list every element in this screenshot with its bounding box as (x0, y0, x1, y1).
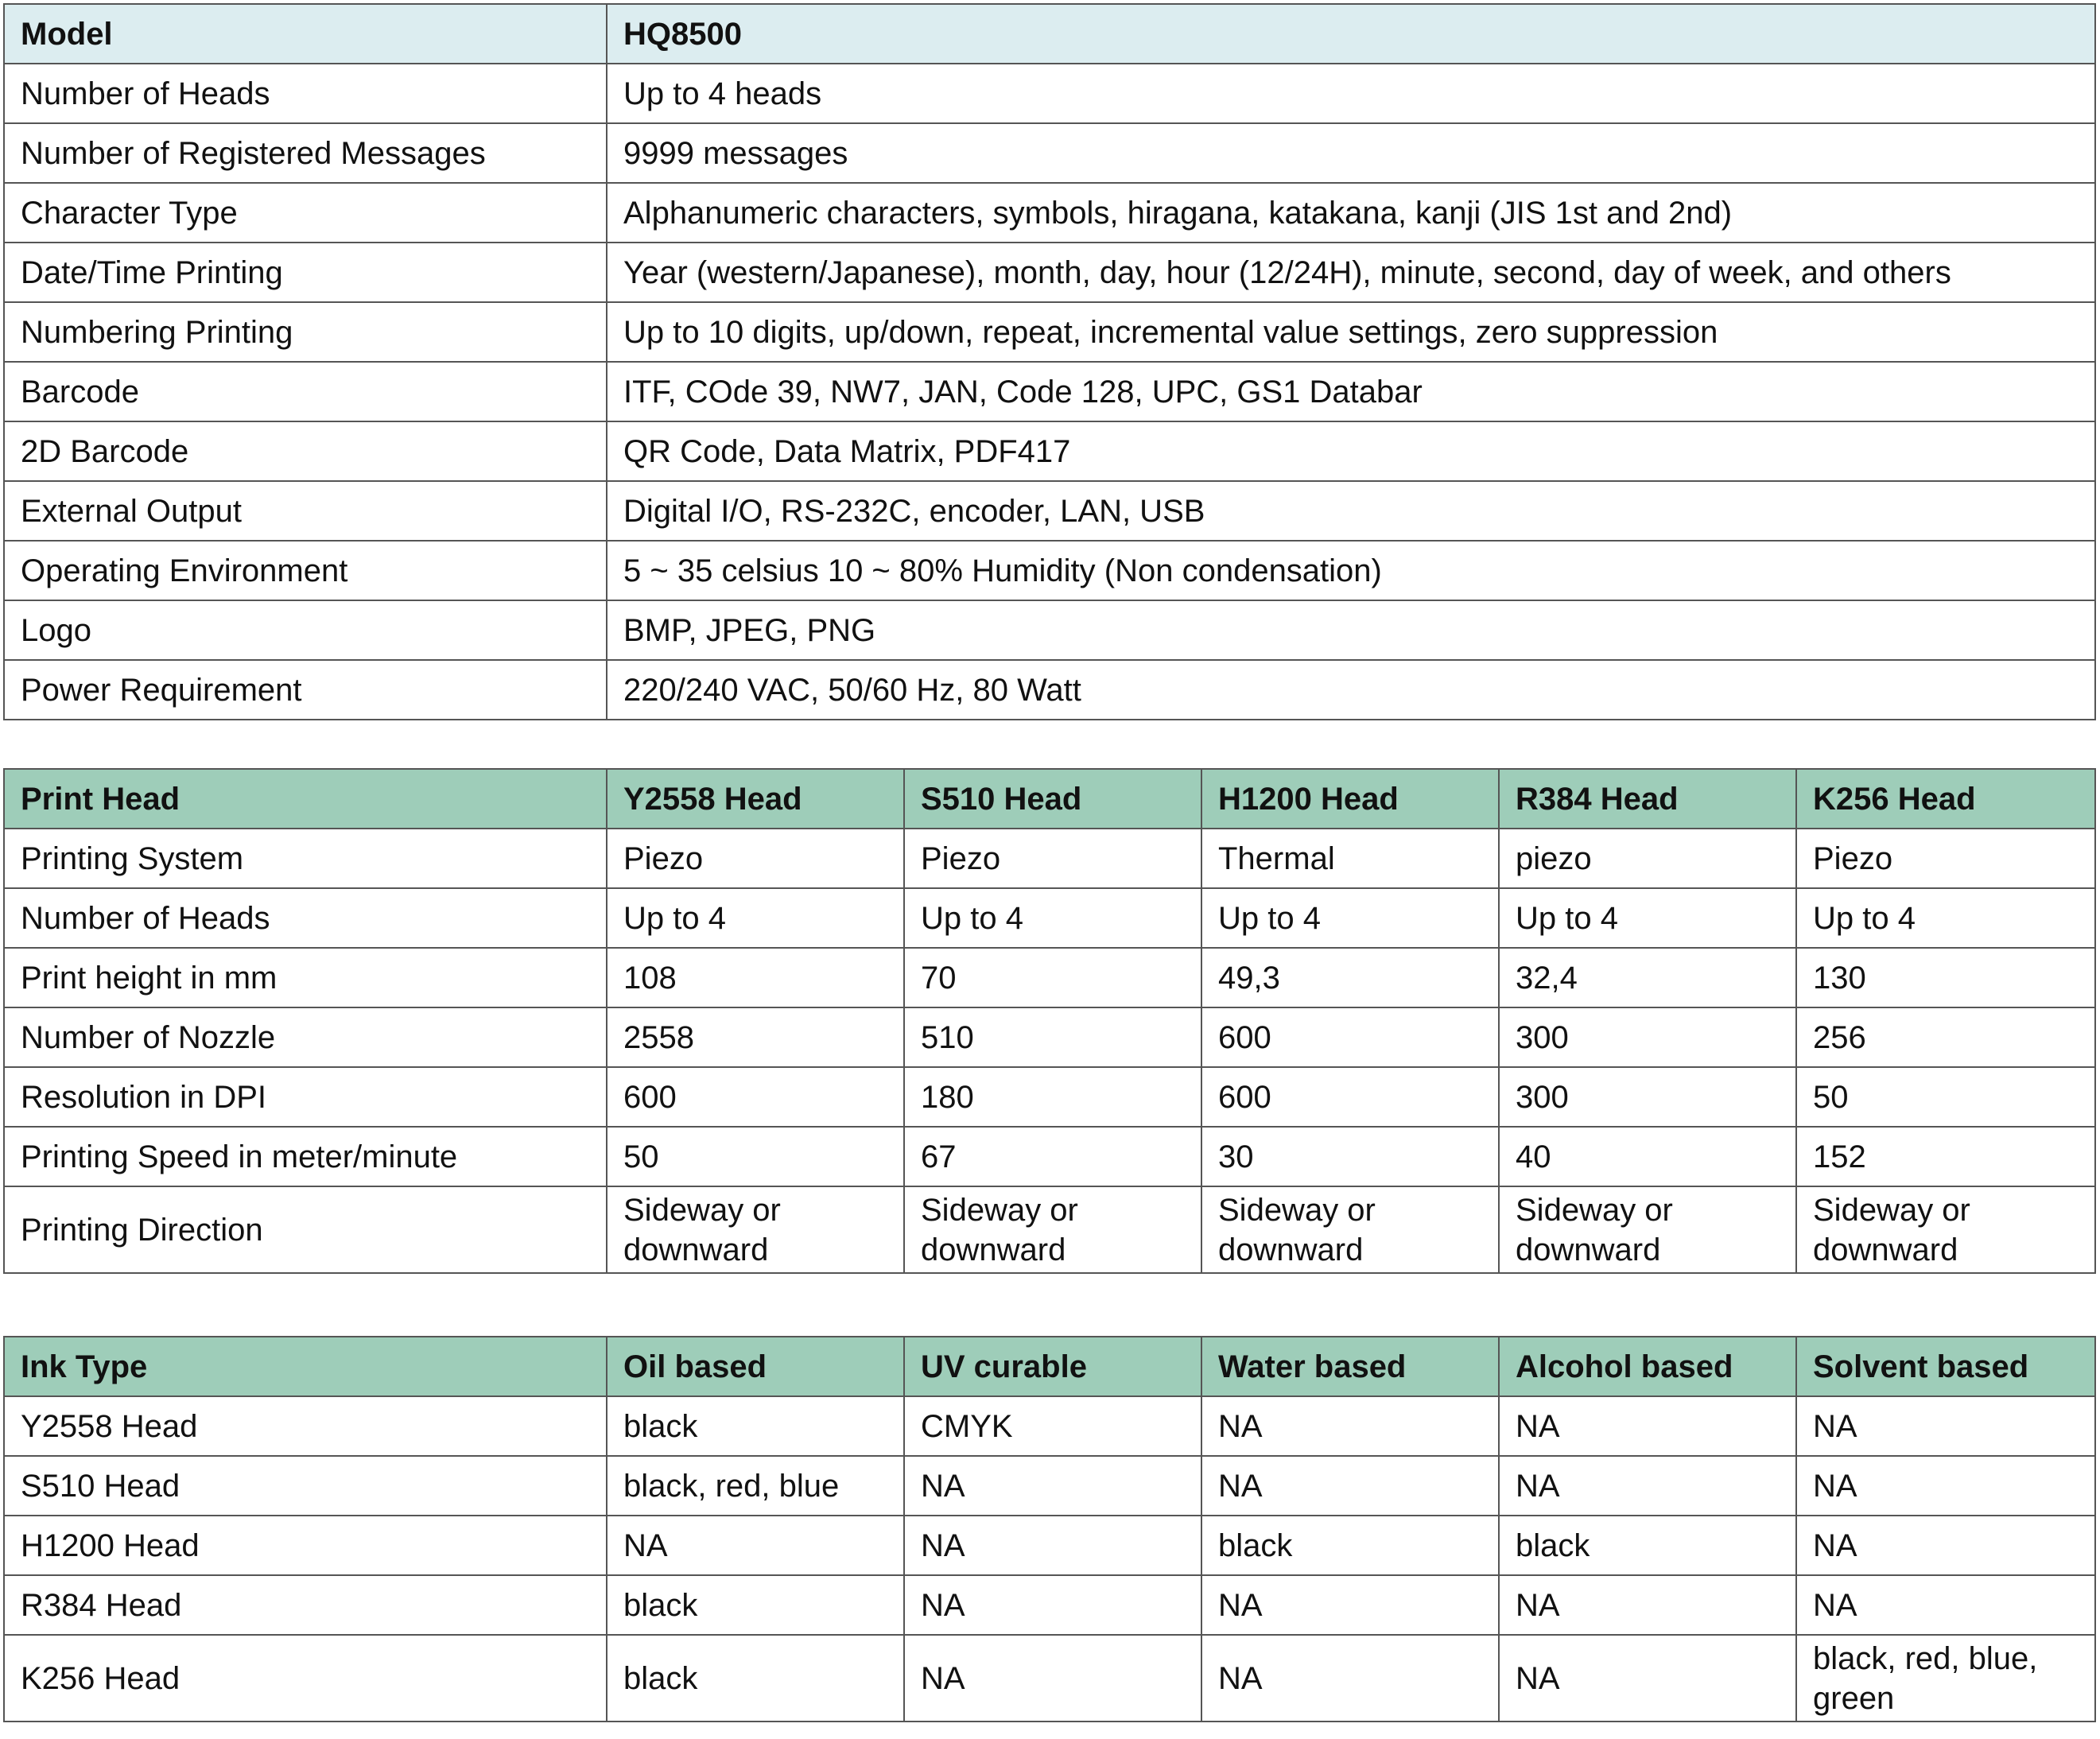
table-cell: NA (904, 1456, 1201, 1516)
row-label: Number of Heads (4, 64, 607, 123)
table-cell: 600 (607, 1067, 904, 1127)
row-label: Logo (4, 600, 607, 660)
table-row (4, 1516, 2095, 1575)
table-cell: Up to 4 (904, 888, 1201, 948)
table-cell: NA (1796, 1456, 2095, 1516)
table-cell: NA (1499, 1456, 1796, 1516)
row-value: Alphanumeric characters, symbols, hiragana, katakana, kanji (JIS 1st and 2nd) (607, 183, 2095, 243)
table-row (4, 362, 2095, 421)
header-cell: UV curable (904, 1337, 1201, 1396)
row-value: BMP, JPEG, PNG (607, 600, 2095, 660)
row-label: External Output (4, 481, 607, 541)
table-row (4, 829, 2095, 888)
table-header-row (4, 1337, 2095, 1396)
table-row (4, 481, 2095, 541)
table-cell: Sideway or downward (904, 1186, 1201, 1273)
table-cell: NA (1796, 1396, 2095, 1456)
table-cell: 49,3 (1201, 948, 1499, 1007)
header-cell: K256 Head (1796, 769, 2095, 829)
table-cell: 50 (1796, 1067, 2095, 1127)
table-cell: black, red, blue, green (1796, 1635, 2095, 1722)
table-cell: black, red, blue (607, 1456, 904, 1516)
table-row (4, 600, 2095, 660)
table-cell: Sideway or downward (1796, 1186, 2095, 1273)
table-row (4, 1456, 2095, 1516)
row-label: Character Type (4, 183, 607, 243)
table-cell: 510 (904, 1007, 1201, 1067)
table-cell: NA (904, 1635, 1201, 1722)
table-cell: Sideway or downward (1499, 1186, 1796, 1273)
table-cell: NA (904, 1516, 1201, 1575)
table-cell: 152 (1796, 1127, 2095, 1186)
table-cell: 2558 (607, 1007, 904, 1067)
table-row (4, 1575, 2095, 1635)
table-row (4, 660, 2095, 720)
row-label: Date/Time Printing (4, 243, 607, 302)
header-cell: S510 Head (904, 769, 1201, 829)
table-row (4, 948, 2095, 1007)
table-cell: Sideway or downward (1201, 1186, 1499, 1273)
row-value: 5 ~ 35 celsius 10 ~ 80% Humidity (Non condensation) (607, 541, 2095, 600)
model-spec-table (3, 3, 2096, 720)
ink-type-table (3, 1336, 2096, 1722)
table-cell: 256 (1796, 1007, 2095, 1067)
row-label: Printing Direction (4, 1186, 607, 1273)
row-value: 9999 messages (607, 123, 2095, 183)
row-label: Number of Nozzle (4, 1007, 607, 1067)
row-label: Resolution in DPI (4, 1067, 607, 1127)
row-value: Up to 4 heads (607, 64, 2095, 123)
header-cell: Model (4, 4, 607, 64)
row-label: Number of Registered Messages (4, 123, 607, 183)
row-label: R384 Head (4, 1575, 607, 1635)
table-cell: Piezo (1796, 829, 2095, 888)
table-cell: 30 (1201, 1127, 1499, 1186)
row-label: Operating Environment (4, 541, 607, 600)
header-cell: R384 Head (1499, 769, 1796, 829)
table-cell: NA (1796, 1575, 2095, 1635)
table-cell: 40 (1499, 1127, 1796, 1186)
row-label: Print height in mm (4, 948, 607, 1007)
row-value: 220/240 VAC, 50/60 Hz, 80 Watt (607, 660, 2095, 720)
row-label: K256 Head (4, 1635, 607, 1722)
header-cell: Ink Type (4, 1337, 607, 1396)
table-cell: black (607, 1575, 904, 1635)
print-head-table (3, 768, 2096, 1274)
header-cell: Oil based (607, 1337, 904, 1396)
table-header-row (4, 4, 2095, 64)
table-cell: Up to 4 (1796, 888, 2095, 948)
table-row (4, 302, 2095, 362)
table-cell: NA (1796, 1516, 2095, 1575)
table-row (4, 64, 2095, 123)
row-value: Digital I/O, RS-232C, encoder, LAN, USB (607, 481, 2095, 541)
row-label: Barcode (4, 362, 607, 421)
table-cell: 600 (1201, 1067, 1499, 1127)
table-cell: 50 (607, 1127, 904, 1186)
table-cell: black (1499, 1516, 1796, 1575)
table-row (4, 1127, 2095, 1186)
table-cell: 67 (904, 1127, 1201, 1186)
table-cell: black (607, 1396, 904, 1456)
table-cell: 300 (1499, 1067, 1796, 1127)
row-label: Y2558 Head (4, 1396, 607, 1456)
row-label: 2D Barcode (4, 421, 607, 481)
row-label: Power Requirement (4, 660, 607, 720)
row-label: Printing System (4, 829, 607, 888)
table-cell: 108 (607, 948, 904, 1007)
table-cell: CMYK (904, 1396, 1201, 1456)
row-value: Up to 10 digits, up/down, repeat, incremental value settings, zero suppression (607, 302, 2095, 362)
table-cell: NA (1201, 1396, 1499, 1456)
table-cell: NA (1499, 1575, 1796, 1635)
table-header-row (4, 769, 2095, 829)
row-label: Number of Heads (4, 888, 607, 948)
row-label: H1200 Head (4, 1516, 607, 1575)
table-row (4, 1396, 2095, 1456)
table-cell: NA (1201, 1635, 1499, 1722)
header-cell: Solvent based (1796, 1337, 2095, 1396)
table-cell: 600 (1201, 1007, 1499, 1067)
table-row (4, 243, 2095, 302)
row-label: Numbering Printing (4, 302, 607, 362)
table-cell: NA (904, 1575, 1201, 1635)
table-row (4, 541, 2095, 600)
row-label: Printing Speed in meter/minute (4, 1127, 607, 1186)
table-cell: NA (1499, 1396, 1796, 1456)
table-row (4, 1067, 2095, 1127)
row-value: Year (western/Japanese), month, day, hour (12/24H), minute, second, day of week, and others (607, 243, 2095, 302)
table-cell: Up to 4 (1201, 888, 1499, 948)
table-row (4, 421, 2095, 481)
header-cell: Water based (1201, 1337, 1499, 1396)
table-cell: 300 (1499, 1007, 1796, 1067)
table-cell: Sideway or downward (607, 1186, 904, 1273)
table-cell: black (607, 1635, 904, 1722)
table-row (4, 1635, 2095, 1722)
header-cell: Print Head (4, 769, 607, 829)
table-row (4, 888, 2095, 948)
row-value: QR Code, Data Matrix, PDF417 (607, 421, 2095, 481)
table-cell: 70 (904, 948, 1201, 1007)
table-cell: black (1201, 1516, 1499, 1575)
table-cell: 180 (904, 1067, 1201, 1127)
table-cell: 32,4 (1499, 948, 1796, 1007)
row-label: S510 Head (4, 1456, 607, 1516)
header-cell: Alcohol based (1499, 1337, 1796, 1396)
table-cell: 130 (1796, 948, 2095, 1007)
table-row (4, 1186, 2095, 1273)
table-cell: piezo (1499, 829, 1796, 888)
table-cell: NA (1201, 1575, 1499, 1635)
table-cell: NA (1499, 1635, 1796, 1722)
table-row (4, 123, 2095, 183)
table-cell: NA (607, 1516, 904, 1575)
table-row (4, 1007, 2095, 1067)
table-cell: Piezo (607, 829, 904, 888)
table-cell: Piezo (904, 829, 1201, 888)
table-cell: Up to 4 (1499, 888, 1796, 948)
table-cell: Thermal (1201, 829, 1499, 888)
header-cell: H1200 Head (1201, 769, 1499, 829)
table-cell: Up to 4 (607, 888, 904, 948)
header-cell: Y2558 Head (607, 769, 904, 829)
table-row (4, 183, 2095, 243)
row-value: ITF, COde 39, NW7, JAN, Code 128, UPC, GS1 Databar (607, 362, 2095, 421)
header-cell: HQ8500 (607, 4, 2095, 64)
table-cell: NA (1201, 1456, 1499, 1516)
